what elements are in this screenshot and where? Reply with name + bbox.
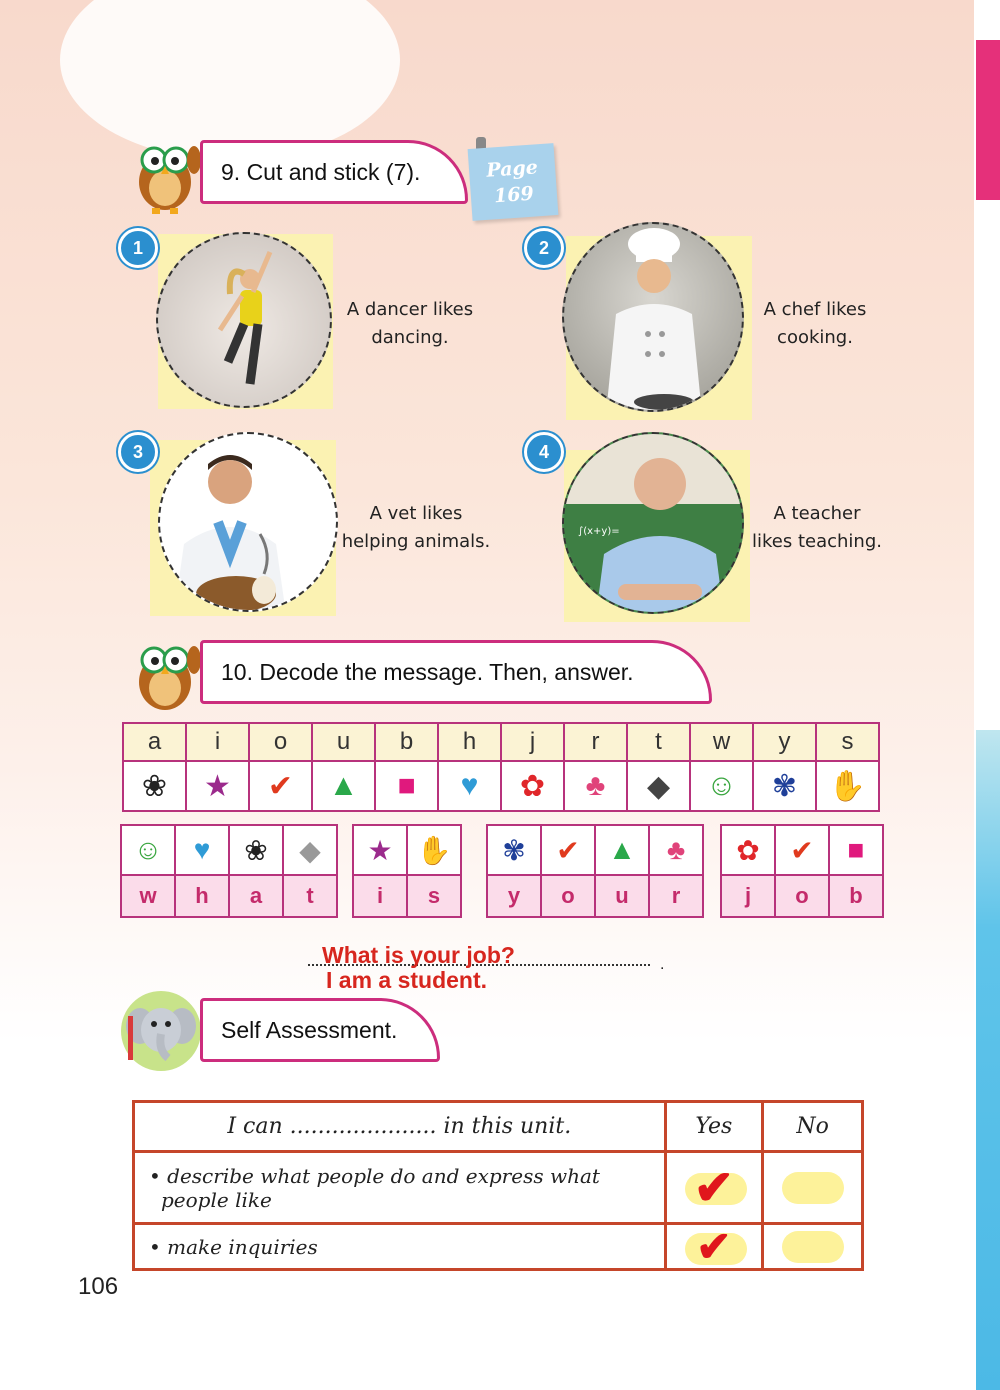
code-letter-cell: u	[312, 723, 375, 761]
decode-word-box	[486, 824, 704, 918]
code-symbol-icon: ♣	[564, 761, 627, 811]
decode-answer-letter[interactable]: a	[229, 875, 283, 917]
decode-symbol-icon: ❀	[229, 825, 283, 875]
code-letter-cell: a	[123, 723, 186, 761]
caption-teacher: A teacher likes teaching.	[752, 503, 882, 552]
code-key-table	[122, 722, 880, 812]
caption-vet: A vet likes helping animals.	[341, 503, 491, 552]
decode-symbol-icon: ☺	[121, 825, 175, 875]
code-letter-cell: b	[375, 723, 438, 761]
decode-answer-letter[interactable]: h	[175, 875, 229, 917]
speech-bubble-decoration	[60, 0, 400, 160]
caption-dancer: A dancer likes dancing.	[346, 299, 474, 348]
section9-header	[200, 140, 468, 204]
code-symbol-icon: ■	[375, 761, 438, 811]
header-can: I can ..................... in this unit.	[134, 1102, 666, 1152]
decode-answer-letter[interactable]: s	[407, 875, 461, 917]
owl-mascot-icon	[122, 130, 208, 221]
code-symbol-icon: ▲	[312, 761, 375, 811]
code-symbol-icon: ☺	[690, 761, 753, 811]
highlight-mark	[782, 1172, 844, 1204]
item-number-badge: 2	[524, 228, 564, 268]
caption-chef: A chef likes cooking.	[763, 299, 867, 348]
yes-checkbox[interactable]	[665, 1224, 763, 1270]
owl-mascot-icon	[122, 630, 208, 721]
self-assessment-title: Self Assessment.	[221, 1016, 398, 1043]
photo-chef	[562, 222, 744, 412]
decode-answer-letter[interactable]: w	[121, 875, 175, 917]
decode-answer-letter[interactable]: r	[649, 875, 703, 917]
highlight-mark	[782, 1231, 844, 1263]
code-letter-cell: r	[564, 723, 627, 761]
code-letter-cell: o	[249, 723, 312, 761]
item-number-badge: 4	[524, 432, 564, 472]
decode-symbol-icon: ★	[353, 825, 407, 875]
section10-title: 10. Decode the message. Then, answer.	[221, 658, 634, 685]
checkmark-icon: ✔	[693, 1161, 734, 1215]
decode-symbol-icon: ✔	[775, 825, 829, 875]
assessment-row-text: • describe what people do and express what people like	[134, 1152, 666, 1224]
decode-symbol-icon: ✋	[407, 825, 461, 875]
self-assessment-header	[200, 998, 440, 1062]
code-symbol-icon: ✔	[249, 761, 312, 811]
item-number-badge: 3	[118, 432, 158, 472]
checkmark-icon: ✔	[696, 1222, 732, 1270]
code-letter-cell: s	[816, 723, 879, 761]
code-letters-row	[123, 723, 879, 761]
decode-answer-letter[interactable]: t	[283, 875, 337, 917]
decode-word-box	[352, 824, 462, 918]
decode-symbol-icon: ♥	[175, 825, 229, 875]
item-number-badge: 1	[118, 228, 158, 268]
decode-answer-letter[interactable]: u	[595, 875, 649, 917]
decode-answer-letter[interactable]: j	[721, 875, 775, 917]
decode-word-box	[720, 824, 884, 918]
code-symbol-icon: ✾	[753, 761, 816, 811]
decode-answer-letter[interactable]: b	[829, 875, 883, 917]
assessment-row-text: • make inquiries	[134, 1224, 666, 1270]
yes-checkbox[interactable]	[665, 1152, 763, 1224]
header-yes: Yes	[665, 1102, 763, 1152]
section9-title: 9. Cut and stick (7).	[221, 158, 421, 185]
photo-dancer	[156, 232, 332, 408]
decode-symbol-icon: ✔	[541, 825, 595, 875]
decode-answer-letter[interactable]: y	[487, 875, 541, 917]
photo-vet	[158, 432, 338, 612]
page-note-label: Page	[485, 156, 539, 182]
code-letter-cell: h	[438, 723, 501, 761]
code-symbol-icon: ✿	[501, 761, 564, 811]
code-letter-cell: w	[690, 723, 753, 761]
no-checkbox[interactable]	[763, 1224, 863, 1270]
page-note	[468, 143, 559, 221]
answer-question: What is your job?	[322, 942, 515, 968]
edge-pink-tab	[976, 40, 1000, 200]
decode-answer-letter[interactable]: o	[541, 875, 595, 917]
section10-header	[200, 640, 712, 704]
page-number: 106	[78, 1273, 119, 1300]
self-assessment-table	[132, 1100, 864, 1271]
decode-word-box	[120, 824, 338, 918]
code-letter-cell: y	[753, 723, 816, 761]
decode-symbol-icon: ▲	[595, 825, 649, 875]
svg-text:∫(x+y)=: ∫(x+y)=	[578, 526, 620, 537]
decode-answer-letter[interactable]: i	[353, 875, 407, 917]
code-symbol-icon: ★	[186, 761, 249, 811]
decode-symbol-icon: ✿	[721, 825, 775, 875]
code-letter-cell: i	[186, 723, 249, 761]
no-checkbox[interactable]	[763, 1152, 863, 1224]
header-no: No	[763, 1102, 863, 1152]
code-symbol-icon: ♥	[438, 761, 501, 811]
code-symbol-icon: ❀	[123, 761, 186, 811]
decode-symbol-icon: ■	[829, 825, 883, 875]
answer-reply: I am a student.	[326, 967, 488, 993]
code-symbol-icon: ◆	[627, 761, 690, 811]
code-symbols-row	[123, 761, 879, 811]
photo-teacher	[562, 432, 744, 614]
decode-symbol-icon: ♣	[649, 825, 703, 875]
code-letter-cell: t	[627, 723, 690, 761]
code-symbol-icon: ✋	[816, 761, 879, 811]
decode-answer-letter[interactable]: o	[775, 875, 829, 917]
decode-symbol-icon: ✾	[487, 825, 541, 875]
edge-blue-tab	[976, 730, 1000, 1390]
page-note-number: 169	[493, 182, 535, 208]
decode-symbol-icon: ◆	[283, 825, 337, 875]
elephant-mascot-icon	[118, 988, 204, 1079]
code-letter-cell: j	[501, 723, 564, 761]
answer-line-end: .	[660, 956, 665, 973]
